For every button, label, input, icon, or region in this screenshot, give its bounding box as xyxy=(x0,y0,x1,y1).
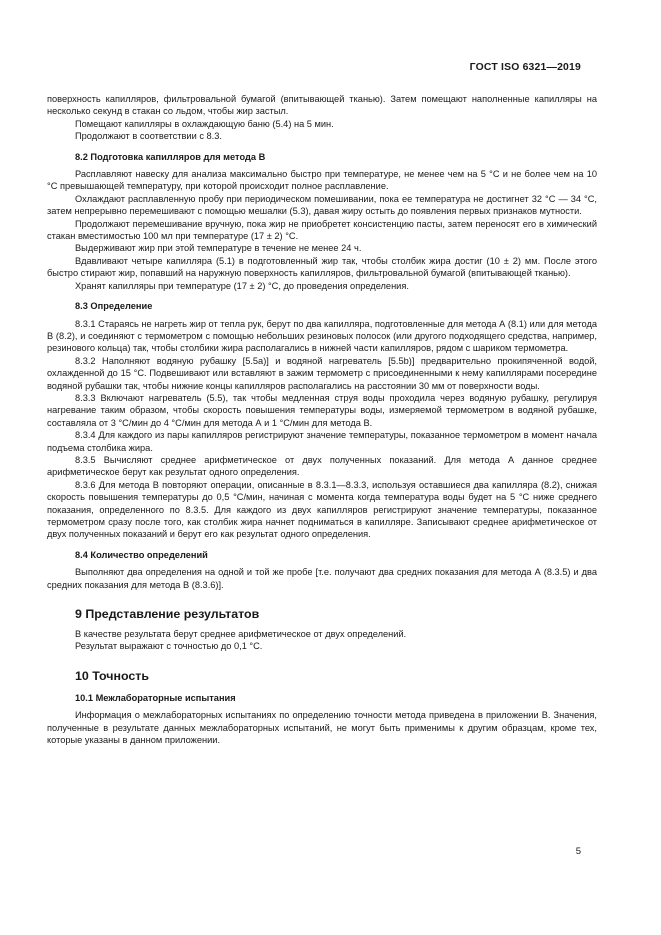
paragraph: Вдавливают четыре капилляра (5.1) в подготовленный жир так, чтобы столбик жира достиг (10 ± 2) мм. После этого быстро стирают жир, попавший на наружную поверхность капилляров, фильтровальной бумагой (впитывающей тканью). xyxy=(47,255,597,279)
paragraph-8-3-2: 8.3.2 Наполняют водяную рубашку [5.5а)] и водяной нагреватель [5.5b)] предварительно прокипяченной водой, охлажденной до 15 °C. Подвешивают или вставляют в зажим термометр с присоединенными к нему капиллярами посередине водяной рубашки так, чтобы нижние концы капилляров располагались на расстоянии 30 мм от поверхности воды. xyxy=(47,355,597,391)
page-number: 5 xyxy=(575,846,581,857)
paragraph: Продолжают перемешивание вручную, пока жир не приобретет консистенцию пасты, затем переносят его в химический стакан вместимостью 100 мл при температуре (17 ± 2) °C. xyxy=(47,218,597,242)
section-heading-8-2: 8.2 Подготовка капилляров для метода В xyxy=(75,151,266,162)
paragraph-8-3-3: 8.3.3 Включают нагреватель (5.5), так чтобы медленная струя воды проходила через водяную рубашку, регулируя нагревание таким образом, чтобы скорость повышения температуры воды, измеряемой термометром в водяной рубашке, составляла от 3 °C/мин до 4 °C/мин для метода А и 1 °C/мин для метода В. xyxy=(47,392,597,428)
paragraph: В качестве результата берут среднее арифметическое от двух определений. xyxy=(75,629,407,640)
standard-header: ГОСТ ISO 6321—2019 xyxy=(469,62,581,73)
paragraph: Выдерживают жир при этой температуре в течение не менее 24 ч. xyxy=(75,243,362,254)
section-heading-10: 10 Точность xyxy=(75,668,149,683)
section-heading-8-4: 8.4 Количество определений xyxy=(75,549,208,560)
paragraph: Расплавляют навеску для анализа максимально быстро при температуре, не менее чем на 5 °C и не более чем на 10 °C превышающей температуру, при которой происходит полное расплавление. xyxy=(47,169,597,192)
paragraph-8-3-1: 8.3.1 Стараясь не нагреть жир от тепла рук, берут по два капилляра, подготовленные для метода А (8.1) или для метода В (8.2), и соединяют с термометром с помощью небольших резиновых полосок (или другого подходящего средства, например, резинового кольца) так, чтобы столбики жира располагались в нижней части капилляров, рядом с шариком термометра. xyxy=(47,318,597,354)
section-heading-8-3: 8.3 Определение xyxy=(75,301,153,312)
paragraph: Охлаждают расплавленную пробу при периодическом помешивании, пока ее температура не достигнет 32 °C — 34 °C, затем непрерывно перемешивают с помощью мешалки (5.3), давая жиру остыть до появления первых признаков мутности. xyxy=(47,193,597,217)
document-body xyxy=(47,93,597,746)
paragraph: Продолжают в соответствии с 8.3. xyxy=(75,131,222,142)
paragraph: Результат выражают с точностью до 0,1 °C. xyxy=(75,641,263,652)
paragraph-8-3-4: 8.3.4 Для каждого из пары капилляров регистрируют значение температуры, показанное термометром в момент начала подъема столбика жира. xyxy=(47,430,597,453)
section-heading-10-1: 10.1 Межлабораторные испытания xyxy=(75,692,236,703)
paragraph: поверхность капилляров, фильтровальной бумагой (впитывающей тканью). Затем помещают наполненные капилляры на несколько секунд в стакан со льдом, чтобы жир застыл. xyxy=(47,94,597,117)
paragraph-8-3-6: 8.3.6 Для метода В повторяют операции, описанные в 8.3.1—8.3.3, используя оставшиеся два капилляра (8.2), снижая скорость повышения температуры до 0,5 °C/мин, начиная с момента когда температура воды будет на 5 °C ниже среднего показания, определенного по 8.3.5. Для каждого из двух капилляров регистрируют значение температуры, показанное термометром сразу после того, как столбик жира начнет подниматься в капилляре. Записывают среднее арифметическое от двух полученных показаний и берут его как результат одного определения. xyxy=(47,479,597,540)
paragraph: Информация о межлабораторных испытаниях по определению точности метода приведена в приложении В. Значения, полученные в результате данных межлабораторных испытаний, не могут быть применимы к другим образцам, кроме тех, которые указаны в данном приложении. xyxy=(47,710,597,746)
paragraph: Помещают капилляры в охлаждающую баню (5.4) на 5 мин. xyxy=(75,118,334,129)
paragraph: Хранят капилляры при температуре (17 ± 2) °C, до проведения определения. xyxy=(75,280,409,291)
paragraph-8-3-5: 8.3.5 Вычисляют среднее арифметическое от двух полученных показаний. Для метода А данное среднее арифметическое берут как результат одного определения. xyxy=(47,454,597,478)
section-heading-9: 9 Представление результатов xyxy=(75,607,260,622)
paragraph: Выполняют два определения на одной и той же пробе [т.е. получают два средних показания для метода А (8.3.5) и два средних показания для метода В (8.3.6)]. xyxy=(47,567,597,590)
